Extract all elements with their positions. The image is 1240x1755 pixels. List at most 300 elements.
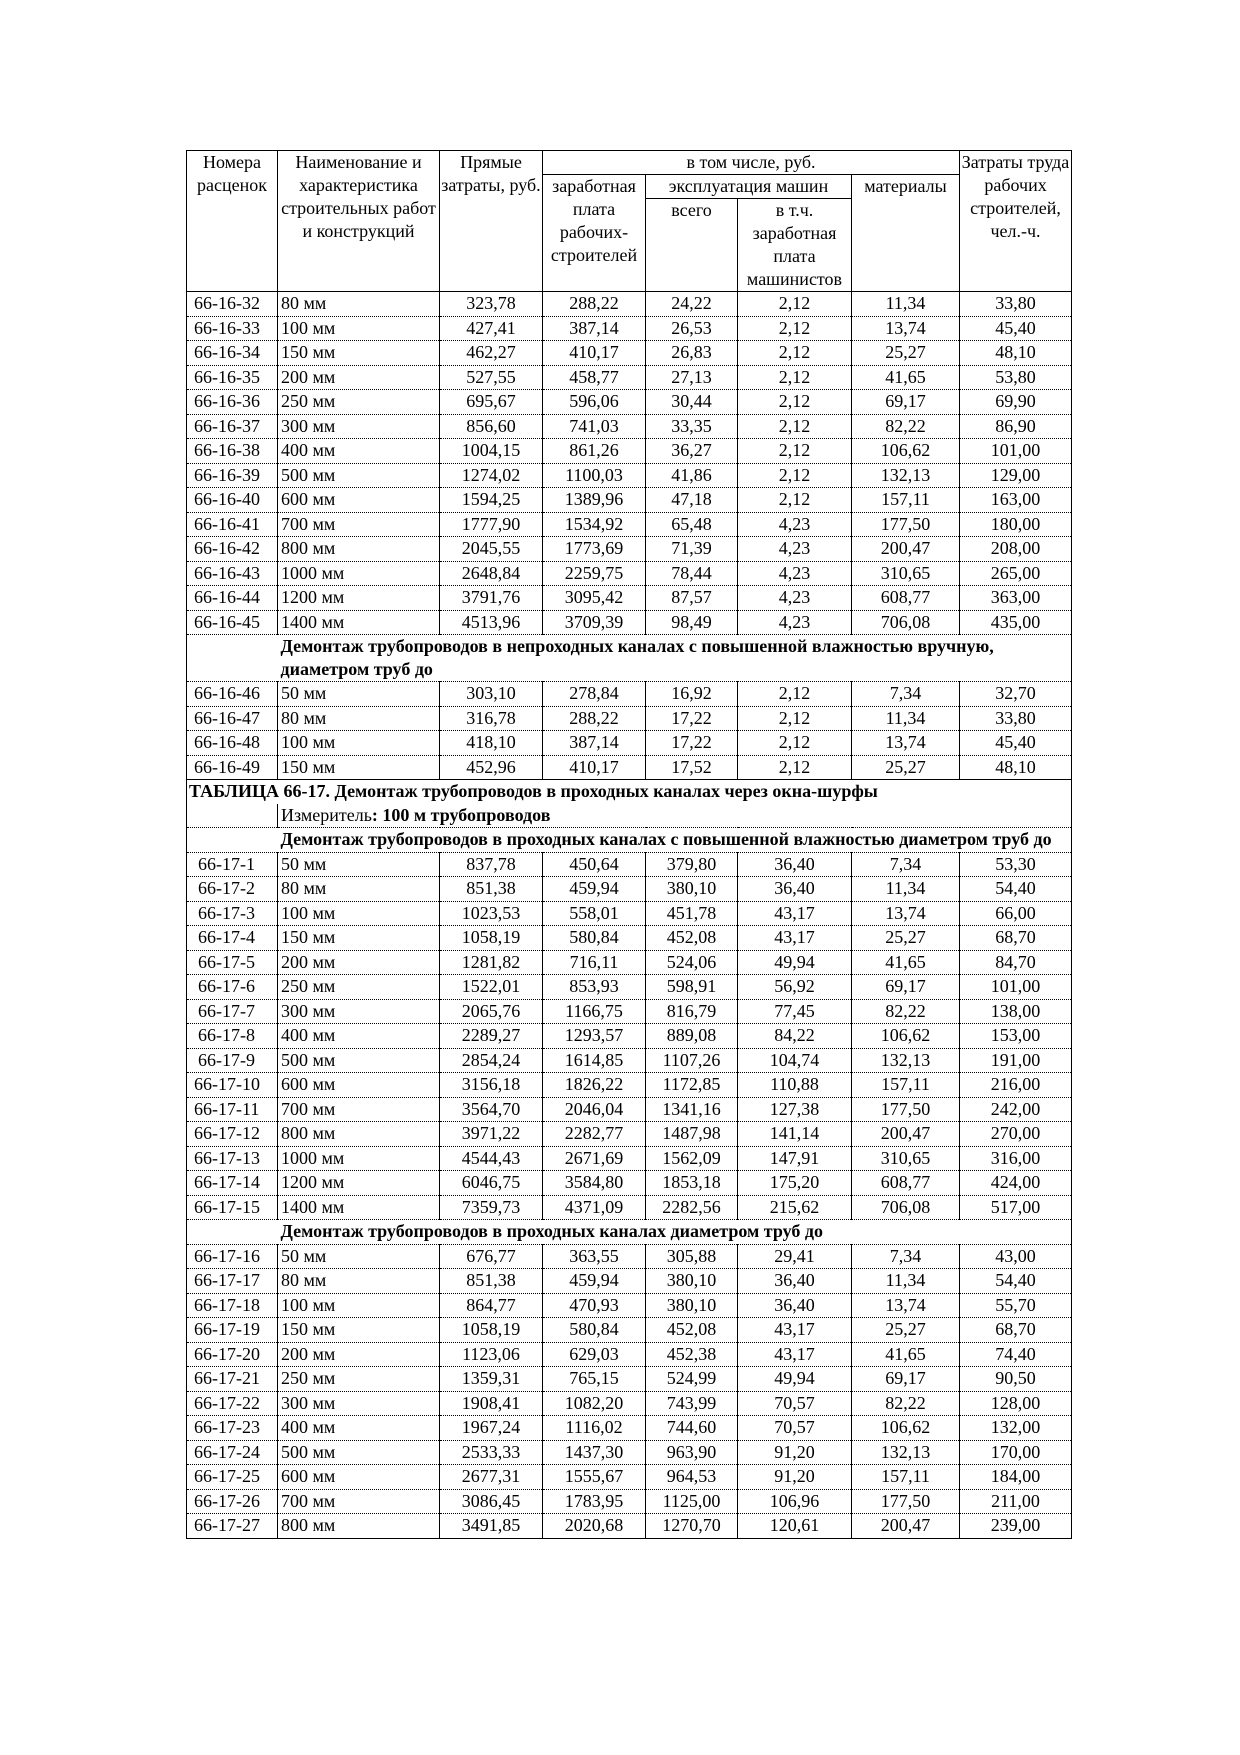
rate-code-cell: 66-16-47 <box>187 706 278 731</box>
wages-cell: 861,26 <box>543 439 646 464</box>
price-table <box>186 150 1072 1539</box>
labor-costs-cell: 66,00 <box>960 901 1072 926</box>
direct-costs-cell: 1274,02 <box>440 463 543 488</box>
materials-cell: 310,65 <box>852 561 960 586</box>
table-row <box>187 1391 1072 1416</box>
labor-costs-cell: 43,00 <box>960 1244 1072 1269</box>
labor-costs-cell: 48,10 <box>960 341 1072 366</box>
direct-costs-cell: 462,27 <box>440 341 543 366</box>
labor-costs-cell: 53,80 <box>960 365 1072 390</box>
machines-total-cell: 27,13 <box>646 365 738 390</box>
direct-costs-cell: 3791,76 <box>440 586 543 611</box>
direct-costs-cell: 676,77 <box>440 1244 543 1269</box>
labor-costs-cell: 54,40 <box>960 1269 1072 1294</box>
machines-total-cell: 452,08 <box>646 1318 738 1343</box>
direct-costs-cell: 316,78 <box>440 706 543 731</box>
materials-cell: 200,47 <box>852 537 960 562</box>
table-row <box>187 1416 1072 1441</box>
rate-code-cell: 66-16-44 <box>187 586 278 611</box>
work-name-cell: 500 мм <box>278 463 440 488</box>
rate-code-cell: 66-17-20 <box>187 1342 278 1367</box>
materials-cell: 82,22 <box>852 999 960 1024</box>
machines-total-cell: 17,52 <box>646 755 738 780</box>
direct-costs-cell: 6046,75 <box>440 1171 543 1196</box>
labor-costs-cell: 216,00 <box>960 1073 1072 1098</box>
section-heading-row <box>187 1220 1072 1245</box>
machines-total-cell: 33,35 <box>646 414 738 439</box>
wages-cell: 1389,96 <box>543 488 646 513</box>
work-name-cell: 1200 мм <box>278 586 440 611</box>
table-row <box>187 439 1072 464</box>
machines-wages-cell: 43,17 <box>738 926 852 951</box>
machines-total-cell: 1107,26 <box>646 1048 738 1073</box>
wages-cell: 1826,22 <box>543 1073 646 1098</box>
rate-code-cell: 66-17-24 <box>187 1440 278 1465</box>
wages-cell: 1534,92 <box>543 512 646 537</box>
table-row <box>187 706 1072 731</box>
direct-costs-cell: 452,96 <box>440 755 543 780</box>
machines-wages-cell: 43,17 <box>738 1318 852 1343</box>
wages-cell: 1166,75 <box>543 999 646 1024</box>
materials-cell: 25,27 <box>852 341 960 366</box>
wages-cell: 1437,30 <box>543 1440 646 1465</box>
table-row <box>187 852 1072 877</box>
machines-wages-cell: 2,12 <box>738 414 852 439</box>
direct-costs-cell: 4544,43 <box>440 1146 543 1171</box>
rate-code-cell: 66-17-16 <box>187 1244 278 1269</box>
table-row <box>187 877 1072 902</box>
machines-total-cell: 1172,85 <box>646 1073 738 1098</box>
machines-wages-cell: 2,12 <box>738 439 852 464</box>
materials-cell: 11,34 <box>852 877 960 902</box>
work-name-cell: 500 мм <box>278 1440 440 1465</box>
labor-costs-cell: 191,00 <box>960 1048 1072 1073</box>
section-indent <box>187 1220 278 1245</box>
labor-costs-cell: 53,30 <box>960 852 1072 877</box>
work-name-cell: 150 мм <box>278 341 440 366</box>
rate-code-cell: 66-17-15 <box>187 1195 278 1220</box>
work-name-cell: 400 мм <box>278 1416 440 1441</box>
machines-total-cell: 1341,16 <box>646 1097 738 1122</box>
work-name-cell: 100 мм <box>278 731 440 756</box>
direct-costs-cell: 1281,82 <box>440 950 543 975</box>
price-table-page <box>186 150 1071 1539</box>
rate-code-cell: 66-16-38 <box>187 439 278 464</box>
rate-code-cell: 66-16-46 <box>187 682 278 707</box>
work-name-cell: 300 мм <box>278 414 440 439</box>
work-name-cell: 250 мм <box>278 975 440 1000</box>
work-name-cell: 100 мм <box>278 1293 440 1318</box>
table-row <box>187 1171 1072 1196</box>
table-row <box>187 341 1072 366</box>
wages-cell: 1614,85 <box>543 1048 646 1073</box>
rate-code-cell: 66-16-34 <box>187 341 278 366</box>
direct-costs-cell: 695,67 <box>440 390 543 415</box>
work-name-cell: 50 мм <box>278 852 440 877</box>
table-row <box>187 1489 1072 1514</box>
machines-total-cell: 380,10 <box>646 1269 738 1294</box>
machines-wages-cell: 43,17 <box>738 1342 852 1367</box>
labor-costs-cell: 129,00 <box>960 463 1072 488</box>
rate-code-cell: 66-17-7 <box>187 999 278 1024</box>
machines-wages-cell: 120,61 <box>738 1514 852 1539</box>
table-row <box>187 488 1072 513</box>
wages-cell: 2020,68 <box>543 1514 646 1539</box>
materials-cell: 157,11 <box>852 1465 960 1490</box>
work-name-cell: 80 мм <box>278 292 440 317</box>
work-name-cell: 200 мм <box>278 950 440 975</box>
measure-label: Измеритель <box>281 804 372 825</box>
machines-wages-cell: 2,12 <box>738 731 852 756</box>
section-heading-row <box>187 828 1072 853</box>
direct-costs-cell: 1058,19 <box>440 926 543 951</box>
labor-costs-cell: 128,00 <box>960 1391 1072 1416</box>
direct-costs-cell: 2289,27 <box>440 1024 543 1049</box>
machines-wages-cell: 141,14 <box>738 1122 852 1147</box>
table-row <box>187 537 1072 562</box>
direct-costs-cell: 851,38 <box>440 877 543 902</box>
machines-total-cell: 964,53 <box>646 1465 738 1490</box>
machines-total-cell: 451,78 <box>646 901 738 926</box>
measure-unit-row <box>187 804 1072 828</box>
section-heading-row <box>187 635 1072 682</box>
materials-cell: 706,08 <box>852 610 960 635</box>
table-row <box>187 926 1072 951</box>
labor-costs-cell: 270,00 <box>960 1122 1072 1147</box>
materials-cell: 41,65 <box>852 365 960 390</box>
labor-costs-cell: 86,90 <box>960 414 1072 439</box>
work-name-cell: 250 мм <box>278 390 440 415</box>
rate-code-cell: 66-17-11 <box>187 1097 278 1122</box>
wages-cell: 3709,39 <box>543 610 646 635</box>
work-name-cell: 700 мм <box>278 512 440 537</box>
table-row <box>187 390 1072 415</box>
direct-costs-cell: 527,55 <box>440 365 543 390</box>
machines-total-cell: 17,22 <box>646 706 738 731</box>
materials-cell: 82,22 <box>852 414 960 439</box>
wages-cell: 3095,42 <box>543 586 646 611</box>
direct-costs-cell: 3156,18 <box>440 1073 543 1098</box>
machines-wages-cell: 70,57 <box>738 1391 852 1416</box>
materials-cell: 41,65 <box>852 950 960 975</box>
work-name-cell: 800 мм <box>278 1514 440 1539</box>
table-row <box>187 1048 1072 1073</box>
table-row <box>187 1146 1072 1171</box>
direct-costs-cell: 1967,24 <box>440 1416 543 1441</box>
table-row <box>187 463 1072 488</box>
materials-cell: 200,47 <box>852 1514 960 1539</box>
table-title-row <box>187 780 1072 804</box>
machines-total-cell: 36,27 <box>646 439 738 464</box>
section-indent <box>187 828 278 853</box>
rate-code-cell: 66-17-3 <box>187 901 278 926</box>
direct-costs-cell: 1359,31 <box>440 1367 543 1392</box>
work-name-cell: 500 мм <box>278 1048 440 1073</box>
wages-cell: 580,84 <box>543 926 646 951</box>
materials-cell: 25,27 <box>852 926 960 951</box>
machines-total-cell: 524,99 <box>646 1367 738 1392</box>
table-row <box>187 1195 1072 1220</box>
machines-wages-cell: 2,12 <box>738 292 852 317</box>
work-name-cell: 1000 мм <box>278 1146 440 1171</box>
rate-code-cell: 66-17-27 <box>187 1514 278 1539</box>
machines-wages-cell: 4,23 <box>738 537 852 562</box>
direct-costs-cell: 2677,31 <box>440 1465 543 1490</box>
labor-costs-cell: 54,40 <box>960 877 1072 902</box>
header-wages: заработная плата рабочих-строителей <box>543 175 646 292</box>
wages-cell: 558,01 <box>543 901 646 926</box>
machines-total-cell: 380,10 <box>646 877 738 902</box>
machines-wages-cell: 4,23 <box>738 586 852 611</box>
work-name-cell: 700 мм <box>278 1097 440 1122</box>
table-row <box>187 1440 1072 1465</box>
rate-code-cell: 66-17-12 <box>187 1122 278 1147</box>
work-name-cell: 800 мм <box>278 1122 440 1147</box>
rate-code-cell: 66-16-35 <box>187 365 278 390</box>
machines-total-cell: 1487,98 <box>646 1122 738 1147</box>
rate-code-cell: 66-17-23 <box>187 1416 278 1441</box>
table-row <box>187 414 1072 439</box>
wages-cell: 410,17 <box>543 341 646 366</box>
work-name-cell: 1400 мм <box>278 610 440 635</box>
materials-cell: 106,62 <box>852 1024 960 1049</box>
machines-wages-cell: 77,45 <box>738 999 852 1024</box>
machines-wages-cell: 43,17 <box>738 901 852 926</box>
rate-code-cell: 66-17-9 <box>187 1048 278 1073</box>
labor-costs-cell: 68,70 <box>960 1318 1072 1343</box>
direct-costs-cell: 3971,22 <box>440 1122 543 1147</box>
machines-total-cell: 452,08 <box>646 926 738 951</box>
labor-costs-cell: 316,00 <box>960 1146 1072 1171</box>
table-row <box>187 682 1072 707</box>
machines-total-cell: 816,79 <box>646 999 738 1024</box>
labor-costs-cell: 69,90 <box>960 390 1072 415</box>
labor-costs-cell: 242,00 <box>960 1097 1072 1122</box>
labor-costs-cell: 163,00 <box>960 488 1072 513</box>
machines-wages-cell: 2,12 <box>738 755 852 780</box>
work-name-cell: 50 мм <box>278 682 440 707</box>
table-body <box>187 292 1072 1539</box>
machines-wages-cell: 2,12 <box>738 463 852 488</box>
work-name-cell: 1200 мм <box>278 1171 440 1196</box>
direct-costs-cell: 1023,53 <box>440 901 543 926</box>
machines-wages-cell: 91,20 <box>738 1465 852 1490</box>
rate-code-cell: 66-16-36 <box>187 390 278 415</box>
materials-cell: 157,11 <box>852 1073 960 1098</box>
machines-wages-cell: 49,94 <box>738 1367 852 1392</box>
wages-cell: 2671,69 <box>543 1146 646 1171</box>
section-heading: Демонтаж трубопроводов в проходных каналах с повышенной влажностью диаметром труб до <box>278 828 1072 853</box>
materials-cell: 69,17 <box>852 1367 960 1392</box>
table-row <box>187 1293 1072 1318</box>
machines-total-cell: 305,88 <box>646 1244 738 1269</box>
section-heading: Демонтаж трубопроводов в непроходных каналах с повышенной влажностью вручную, диаметром труб до <box>278 635 1072 682</box>
materials-cell: 13,74 <box>852 731 960 756</box>
rate-code-cell: 66-17-4 <box>187 926 278 951</box>
direct-costs-cell: 2045,55 <box>440 537 543 562</box>
direct-costs-cell: 1594,25 <box>440 488 543 513</box>
wages-cell: 1100,03 <box>543 463 646 488</box>
rate-code-cell: 66-17-22 <box>187 1391 278 1416</box>
wages-cell: 459,94 <box>543 877 646 902</box>
table-row <box>187 1122 1072 1147</box>
machines-wages-cell: 36,40 <box>738 877 852 902</box>
work-name-cell: 600 мм <box>278 1073 440 1098</box>
work-name-cell: 200 мм <box>278 365 440 390</box>
work-name-cell: 150 мм <box>278 926 440 951</box>
machines-wages-cell: 2,12 <box>738 365 852 390</box>
labor-costs-cell: 33,80 <box>960 706 1072 731</box>
work-name-cell: 250 мм <box>278 1367 440 1392</box>
table-row <box>187 1318 1072 1343</box>
materials-cell: 11,34 <box>852 706 960 731</box>
labor-costs-cell: 68,70 <box>960 926 1072 951</box>
table-row <box>187 975 1072 1000</box>
direct-costs-cell: 3086,45 <box>440 1489 543 1514</box>
machines-wages-cell: 36,40 <box>738 1269 852 1294</box>
header-machines-wages: в т.ч. заработная плата машинистов <box>738 199 852 292</box>
rate-code-cell: 66-17-26 <box>187 1489 278 1514</box>
direct-costs-cell: 2065,76 <box>440 999 543 1024</box>
labor-costs-cell: 33,80 <box>960 292 1072 317</box>
direct-costs-cell: 7359,73 <box>440 1195 543 1220</box>
rate-code-cell: 66-16-49 <box>187 755 278 780</box>
wages-cell: 1783,95 <box>543 1489 646 1514</box>
machines-total-cell: 1853,18 <box>646 1171 738 1196</box>
measure-value: : 100 м трубопроводов <box>371 804 551 825</box>
machines-wages-cell: 147,91 <box>738 1146 852 1171</box>
materials-cell: 82,22 <box>852 1391 960 1416</box>
wages-cell: 1082,20 <box>543 1391 646 1416</box>
labor-costs-cell: 424,00 <box>960 1171 1072 1196</box>
rate-code-cell: 66-17-18 <box>187 1293 278 1318</box>
table-row <box>187 1244 1072 1269</box>
labor-costs-cell: 101,00 <box>960 439 1072 464</box>
rate-code-cell: 66-16-39 <box>187 463 278 488</box>
direct-costs-cell: 1777,90 <box>440 512 543 537</box>
section-heading: Демонтаж трубопроводов в проходных каналах диаметром труб до <box>278 1220 1072 1245</box>
direct-costs-cell: 851,38 <box>440 1269 543 1294</box>
machines-total-cell: 379,80 <box>646 852 738 877</box>
rate-code-cell: 66-17-2 <box>187 877 278 902</box>
direct-costs-cell: 427,41 <box>440 316 543 341</box>
rate-code-cell: 66-16-33 <box>187 316 278 341</box>
materials-cell: 106,62 <box>852 1416 960 1441</box>
rate-code-cell: 66-16-43 <box>187 561 278 586</box>
table-row <box>187 586 1072 611</box>
machines-wages-cell: 2,12 <box>738 682 852 707</box>
table-row <box>187 950 1072 975</box>
materials-cell: 706,08 <box>852 1195 960 1220</box>
wages-cell: 363,55 <box>543 1244 646 1269</box>
labor-costs-cell: 208,00 <box>960 537 1072 562</box>
labor-costs-cell: 153,00 <box>960 1024 1072 1049</box>
wages-cell: 288,22 <box>543 292 646 317</box>
machines-total-cell: 26,83 <box>646 341 738 366</box>
header-machines: эксплуатация машин <box>646 175 852 199</box>
direct-costs-cell: 3564,70 <box>440 1097 543 1122</box>
materials-cell: 7,34 <box>852 1244 960 1269</box>
rate-code-cell: 66-17-14 <box>187 1171 278 1196</box>
wages-cell: 459,94 <box>543 1269 646 1294</box>
wages-cell: 458,77 <box>543 365 646 390</box>
labor-costs-cell: 517,00 <box>960 1195 1072 1220</box>
table-row <box>187 512 1072 537</box>
machines-wages-cell: 104,74 <box>738 1048 852 1073</box>
work-name-cell: 150 мм <box>278 755 440 780</box>
table-row <box>187 292 1072 317</box>
machines-wages-cell: 4,23 <box>738 610 852 635</box>
table-row <box>187 365 1072 390</box>
wages-cell: 596,06 <box>543 390 646 415</box>
machines-total-cell: 47,18 <box>646 488 738 513</box>
work-name-cell: 600 мм <box>278 488 440 513</box>
wages-cell: 2259,75 <box>543 561 646 586</box>
materials-cell: 177,50 <box>852 1489 960 1514</box>
rate-code-cell: 66-16-45 <box>187 610 278 635</box>
direct-costs-cell: 3491,85 <box>440 1514 543 1539</box>
labor-costs-cell: 239,00 <box>960 1514 1072 1539</box>
machines-total-cell: 744,60 <box>646 1416 738 1441</box>
work-name-cell: 400 мм <box>278 439 440 464</box>
direct-costs-cell: 864,77 <box>440 1293 543 1318</box>
materials-cell: 177,50 <box>852 512 960 537</box>
materials-cell: 13,74 <box>852 316 960 341</box>
work-name-cell: 300 мм <box>278 1391 440 1416</box>
table-row <box>187 561 1072 586</box>
work-name-cell: 1000 мм <box>278 561 440 586</box>
materials-cell: 608,77 <box>852 586 960 611</box>
table-row <box>187 901 1072 926</box>
direct-costs-cell: 1004,15 <box>440 439 543 464</box>
machines-wages-cell: 49,94 <box>738 950 852 975</box>
materials-cell: 41,65 <box>852 1342 960 1367</box>
work-name-cell: 400 мм <box>278 1024 440 1049</box>
machines-total-cell: 71,39 <box>646 537 738 562</box>
rate-code-cell: 66-17-17 <box>187 1269 278 1294</box>
machines-wages-cell: 70,57 <box>738 1416 852 1441</box>
materials-cell: 200,47 <box>852 1122 960 1147</box>
machines-wages-cell: 36,40 <box>738 1293 852 1318</box>
rate-code-cell: 66-17-25 <box>187 1465 278 1490</box>
wages-cell: 1116,02 <box>543 1416 646 1441</box>
materials-cell: 7,34 <box>852 682 960 707</box>
wages-cell: 716,11 <box>543 950 646 975</box>
wages-cell: 1293,57 <box>543 1024 646 1049</box>
header-materials: материалы <box>852 175 960 292</box>
work-name-cell: 50 мм <box>278 1244 440 1269</box>
work-name-cell: 150 мм <box>278 1318 440 1343</box>
work-name-cell: 100 мм <box>278 316 440 341</box>
direct-costs-cell: 1522,01 <box>440 975 543 1000</box>
table-row <box>187 1342 1072 1367</box>
wages-cell: 387,14 <box>543 731 646 756</box>
materials-cell: 132,13 <box>852 1048 960 1073</box>
labor-costs-cell: 435,00 <box>960 610 1072 635</box>
materials-cell: 69,17 <box>852 390 960 415</box>
labor-costs-cell: 170,00 <box>960 1440 1072 1465</box>
direct-costs-cell: 1908,41 <box>440 1391 543 1416</box>
rate-code-cell: 66-17-13 <box>187 1146 278 1171</box>
machines-wages-cell: 56,92 <box>738 975 852 1000</box>
table-row <box>187 999 1072 1024</box>
machines-total-cell: 41,86 <box>646 463 738 488</box>
machines-wages-cell: 127,38 <box>738 1097 852 1122</box>
materials-cell: 310,65 <box>852 1146 960 1171</box>
work-name-cell: 800 мм <box>278 537 440 562</box>
materials-cell: 608,77 <box>852 1171 960 1196</box>
machines-wages-cell: 2,12 <box>738 316 852 341</box>
